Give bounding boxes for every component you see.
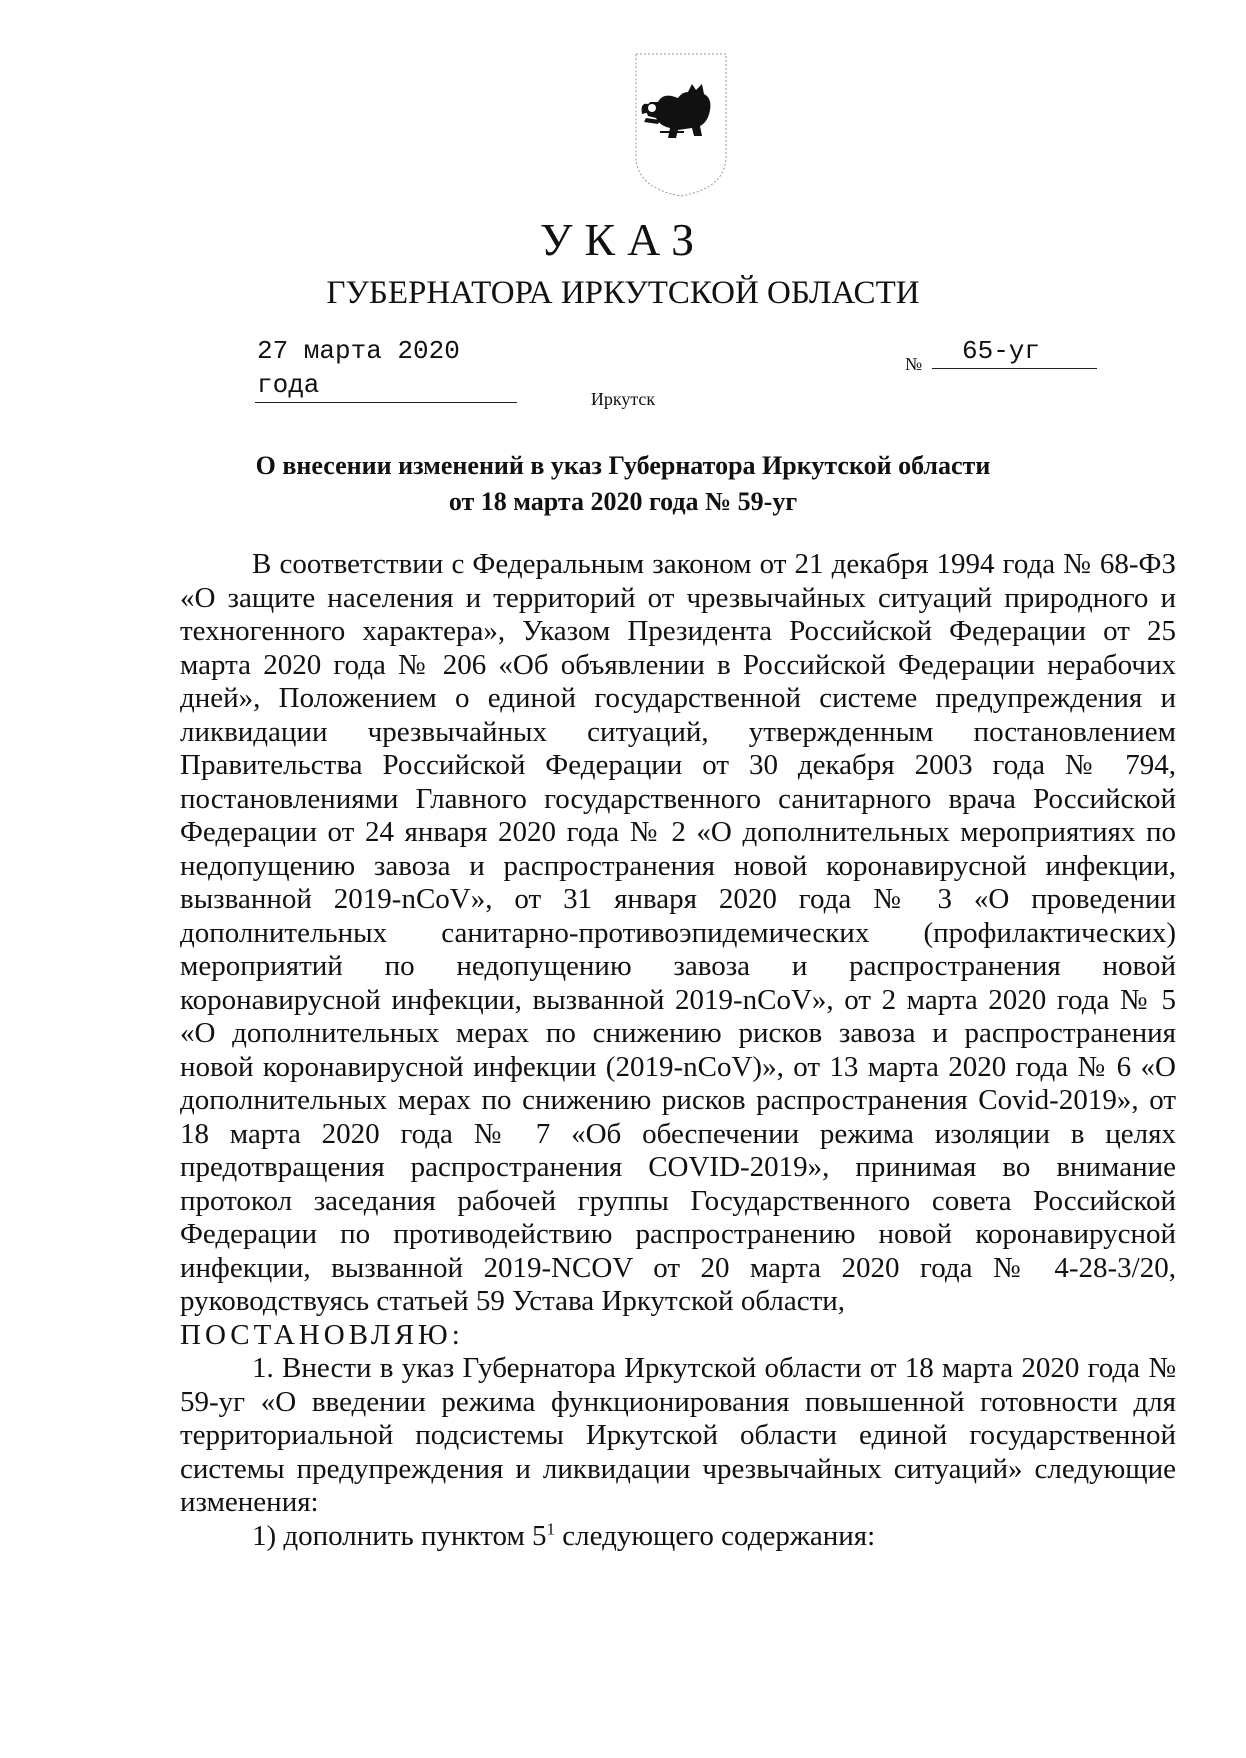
heading-line-1: О внесении изменений в указ Губернатора Иркутской области <box>255 451 991 480</box>
decree-word: ПОСТАНОВЛЯЮ: <box>180 1318 464 1351</box>
subitem-1-paragraph <box>180 1520 1176 1554</box>
document-body <box>180 548 1176 1553</box>
issuer-title: ГУБЕРНАТОРА ИРКУТСКОЙ ОБЛАСТИ <box>326 275 920 311</box>
document-title: УКАЗ <box>539 214 707 265</box>
number-label: № <box>905 354 923 374</box>
item-1-paragraph: 1. Внести в указ Губернатора Иркутской области от 18 марта 2020 года № 59-уг «О введении режима функционирования повышенной готовности для территориальной подсистемы Иркутской области единой государственной системы предупреждения и ликвидации чрезвычайных ситуаций» следующие изменения: <box>180 1352 1176 1518</box>
document-heading <box>160 448 1086 520</box>
subitem-1-superscript: 1 <box>546 1518 556 1538</box>
subitem-1-prefix: 1) дополнить пунктом 5 <box>252 1519 547 1552</box>
preamble-paragraph: В соответствии с Федеральным законом от 21 декабря 1994 года № 68-ФЗ «О защите населения и территорий от чрезвычайных ситуаций природного и техногенного характера», Указом Президента Российской Федерации от 25 марта 2020 года № 206 «Об объявлении в Российской Федерации нерабочих дней», Положением о единой государственной системе предупреждения и ликвидации чрезвычайных ситуаций, утвержденным постановлением Правительства Российской Федерации от 30 декабря 2003 года № 794, постановлениями Главного государственного санитарного врача Российской Федерации от 24 января 2020 года № 2 «О дополнительных мероприятиях по недопущению завоза и распространения новой коронавирусной инфекции, вызванной 2019-nCoV», от 31 января 2020 года № 3 «О проведении дополнительных санитарно-противоэпидемических (профилактических) мероприятий по недопущению завоза и распространения новой коронавирусной инфекции, вызванной 2019-nCoV», от 2 марта 2020 года № 5 «О дополнительных мерах по снижению рисков завоза и распространения новой коронавирусной инфекции (2019-nCoV)», от 13 марта 2020 года № 6 «О дополнительных мерах по снижению рисков распространения Covid-2019», от 18 марта 2020 года № 7 «Об обеспечении режима изоляции в целях предотвращения распространения COVID-2019», принимая во внимание протокол заседания рабочей группы Государственного совета Российской Федерации по противодействию распространению новой коронавирусной инфекции, вызванной 2019-NCOV от 20 марта 2020 года № 4-28-3/20, руководствуясь статьей 59 Устава Иркутской области, <box>180 548 1176 1317</box>
subitem-1-suffix: следующего содержания: <box>555 1519 876 1552</box>
coat-of-arms-emblem <box>630 48 732 200</box>
heading-line-2: от 18 марта 2020 года № 59-уг <box>448 487 798 516</box>
document-number: 65-уг <box>932 334 1097 369</box>
document-date: 27 марта 2020 года <box>255 334 517 403</box>
document-city: Иркутск <box>590 389 656 409</box>
